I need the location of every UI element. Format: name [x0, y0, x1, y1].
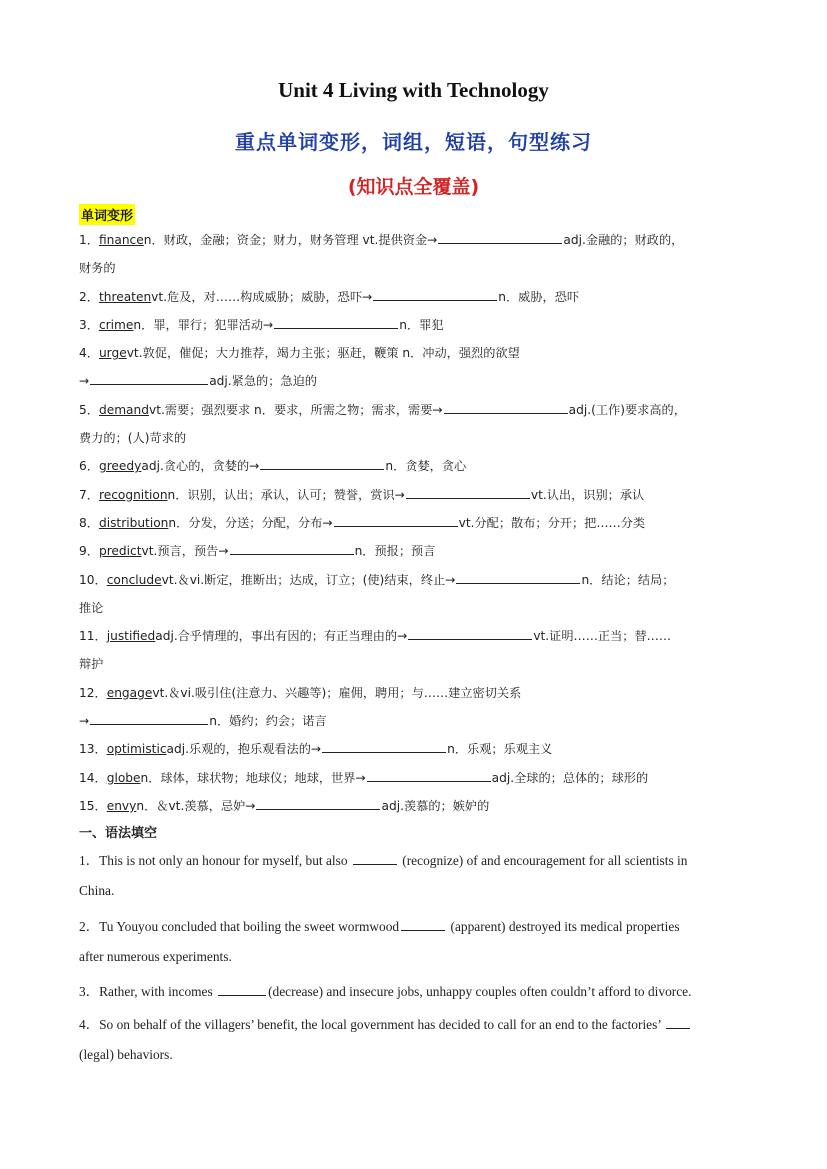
list-item — [79, 396, 759, 424]
item-definition-tail: adj.金融的；财政的， — [563, 233, 684, 247]
list-item-continuation — [79, 707, 759, 735]
answer-blank[interactable] — [90, 372, 208, 385]
item-definition: n．＆vt.羡慕，忌妒→ — [136, 798, 256, 813]
item-definition-tail: n．婚约；约会；诺言 — [209, 714, 327, 729]
item-number: 1． — [79, 233, 99, 247]
item-definition-tail: n．乐观；乐观主义 — [447, 742, 553, 757]
section-label-word-forms: 单词变形 — [79, 204, 135, 225]
list-item — [79, 566, 759, 594]
list-item — [79, 283, 759, 311]
arrow: → — [79, 714, 90, 729]
item-word: globe — [106, 770, 141, 785]
list-item — [79, 735, 759, 763]
item-number: 13． — [79, 742, 107, 757]
answer-blank[interactable] — [260, 457, 384, 470]
item-definition-tail: vt.分配；散布；分开；把……分类 — [458, 515, 646, 530]
answer-blank[interactable] — [322, 740, 446, 753]
answer-blank[interactable] — [438, 231, 562, 244]
list-item-continuation — [79, 650, 759, 678]
item-definition: adj.合乎情理的，事出有因的；有正当理由的→ — [155, 629, 408, 644]
item-number: 6． — [79, 459, 99, 474]
answer-blank[interactable] — [90, 712, 208, 725]
item-word: predict — [98, 544, 142, 559]
arrow: → — [79, 374, 90, 389]
answer-blank[interactable] — [334, 514, 458, 527]
list-item-continuation — [79, 1047, 173, 1063]
item-word: engage — [106, 685, 153, 700]
item-definition: vt.需要；强烈要求 n．要求，所需之物；需求，需要→ — [149, 402, 443, 417]
list-item — [79, 622, 759, 650]
item-text: 4．So on behalf of the villagers’ benefit, the local government has decided to call for an end to the factories’ — [79, 1017, 661, 1032]
item-definition-tail: n．威胁，恐吓 — [498, 289, 580, 304]
item-definition-tail: adj.全球的；总体的；球形的 — [491, 770, 649, 785]
item-word: conclude — [106, 572, 162, 587]
item-number: 12． — [79, 685, 107, 700]
answer-blank[interactable] — [408, 627, 532, 640]
answer-blank[interactable] — [666, 1017, 690, 1029]
answer-blank[interactable] — [401, 919, 445, 931]
item-number: 2． — [79, 289, 99, 304]
item-definition-cont: 辩护 — [79, 657, 104, 672]
list-item — [79, 1014, 692, 1033]
item-definition: adj.贪心的，贪婪的→ — [141, 459, 260, 474]
item-word: optimistic — [106, 742, 167, 757]
item-definition-tail: adj.羡慕的；嫉妒的 — [381, 798, 490, 813]
item-definition: vt.预言，预告→ — [141, 544, 229, 559]
item-number: 10． — [79, 572, 107, 587]
list-item — [79, 537, 759, 565]
item-number: 14． — [79, 770, 107, 785]
list-item-continuation — [79, 883, 114, 899]
item-text: 3．Rather, with incomes — [79, 984, 213, 999]
list-item-continuation — [79, 949, 232, 965]
answer-blank[interactable] — [444, 401, 568, 414]
section-label-grammar-fill: 一、语法填空 — [79, 826, 158, 841]
page-subtitle-note: (知识点全覆盖) — [347, 176, 480, 198]
item-word: distribution — [98, 515, 169, 530]
item-definition: adj.乐观的，抱乐观看法的→ — [166, 742, 322, 757]
item-number: 7． — [79, 487, 99, 502]
item-number: 4． — [79, 346, 99, 361]
list-item — [79, 850, 687, 869]
item-word: greedy — [98, 459, 142, 474]
item-text-tail: (recognize) of and encouragement for all scientists in — [402, 853, 688, 868]
item-definition-cont: 财务的 — [79, 261, 116, 276]
item-word: envy — [106, 798, 137, 813]
answer-blank[interactable] — [353, 853, 397, 865]
page-subtitle: 重点单词变形，词组，短语，句型练习 — [235, 130, 592, 154]
item-word: crime — [98, 317, 134, 332]
item-definition-tail: n．预报；预言 — [354, 544, 436, 559]
item-number: 15． — [79, 798, 107, 813]
item-definition-tail: vt.证明……正当；替…… — [533, 629, 672, 644]
item-word: demand — [98, 402, 149, 417]
answer-blank[interactable] — [218, 984, 266, 996]
list-item — [79, 764, 759, 792]
list-item — [79, 452, 759, 480]
list-item — [79, 509, 759, 537]
item-definition: vt.危及，对……构成威胁；威胁，恐吓→ — [151, 289, 373, 304]
list-item — [79, 311, 759, 339]
item-word: recognition — [98, 487, 168, 502]
list-item — [79, 981, 691, 1000]
item-definition-tail: n．贪婪，贪心 — [385, 459, 467, 474]
item-definition: n．分发，分送；分配，分布→ — [168, 515, 333, 530]
item-definition: n．罪，罪行；犯罪活动→ — [133, 317, 274, 332]
item-number: 8． — [79, 515, 99, 530]
item-text-tail: (apparent) destroyed its medical properties — [450, 919, 680, 934]
item-definition: vt.＆vi.断定，推断出；达成，订立；(使)结束，终止→ — [161, 572, 456, 587]
list-item — [79, 792, 759, 820]
item-text: 1．This is not only an honour for myself, but also — [79, 853, 348, 868]
item-text-cont: China. — [79, 883, 115, 898]
item-definition-tail: n．结论；结局； — [581, 572, 675, 587]
word-forms-list — [79, 226, 759, 820]
item-text: 2．Tu Youyou concluded that boiling the sweet wormwood — [79, 919, 400, 934]
answer-blank[interactable] — [373, 288, 497, 301]
item-word: urge — [98, 346, 127, 361]
item-definition-tail: vt.认出，识别；承认 — [530, 487, 645, 502]
item-number: 3． — [79, 317, 99, 332]
answer-blank[interactable] — [406, 486, 530, 499]
list-item — [79, 679, 759, 707]
item-word: justified — [106, 629, 156, 644]
item-definition: vt.敦促，催促；大力推荐，竭力主张；驱赶，鞭策 n．冲动，强烈的欲望 — [126, 346, 520, 361]
item-definition: n．财政，金融；资金；财力，财务管理 vt.提供资金→ — [143, 233, 438, 247]
list-item-continuation — [79, 594, 759, 622]
item-word: finance — [98, 233, 144, 247]
item-definition-tail: adj.紧急的；急迫的 — [209, 374, 317, 389]
item-number: 5． — [79, 402, 99, 417]
page-title: Unit 4 Living with Technology — [278, 78, 549, 102]
list-item-continuation — [79, 424, 759, 452]
list-item — [79, 339, 759, 367]
list-item — [79, 226, 759, 254]
item-number: 9． — [79, 544, 99, 559]
list-item — [79, 916, 680, 935]
item-definition: n．识别，认出；承认，认可；赞誉，赏识→ — [167, 487, 405, 502]
answer-blank[interactable] — [367, 769, 491, 782]
answer-blank[interactable] — [456, 571, 580, 584]
list-item — [79, 481, 759, 509]
item-definition: vt.＆vi.吸引住(注意力、兴趣等)；雇佣，聘用；与……建立密切关系 — [152, 685, 522, 700]
answer-blank[interactable] — [256, 797, 380, 810]
list-item-continuation — [79, 254, 759, 282]
item-definition-cont: 推论 — [79, 600, 104, 615]
answer-blank[interactable] — [230, 542, 354, 555]
item-number: 11． — [79, 629, 107, 644]
list-item-continuation — [79, 367, 759, 395]
item-definition-tail: adj.(工作)要求高的， — [568, 402, 686, 417]
item-definition: n．球体，球状物；地球仪；地球，世界→ — [140, 770, 366, 785]
item-text-tail: (decrease) and insecure jobs, unhappy couples often couldn’t afford to divorce. — [268, 984, 692, 999]
answer-blank[interactable] — [274, 316, 398, 329]
item-word: threaten — [98, 289, 152, 304]
item-definition-tail: n．罪犯 — [399, 317, 444, 332]
item-text-cont: (legal) behaviors. — [79, 1047, 173, 1062]
item-definition-cont: 费力的；(人)苛求的 — [79, 431, 187, 446]
item-text-cont: after numerous experiments. — [79, 949, 232, 964]
